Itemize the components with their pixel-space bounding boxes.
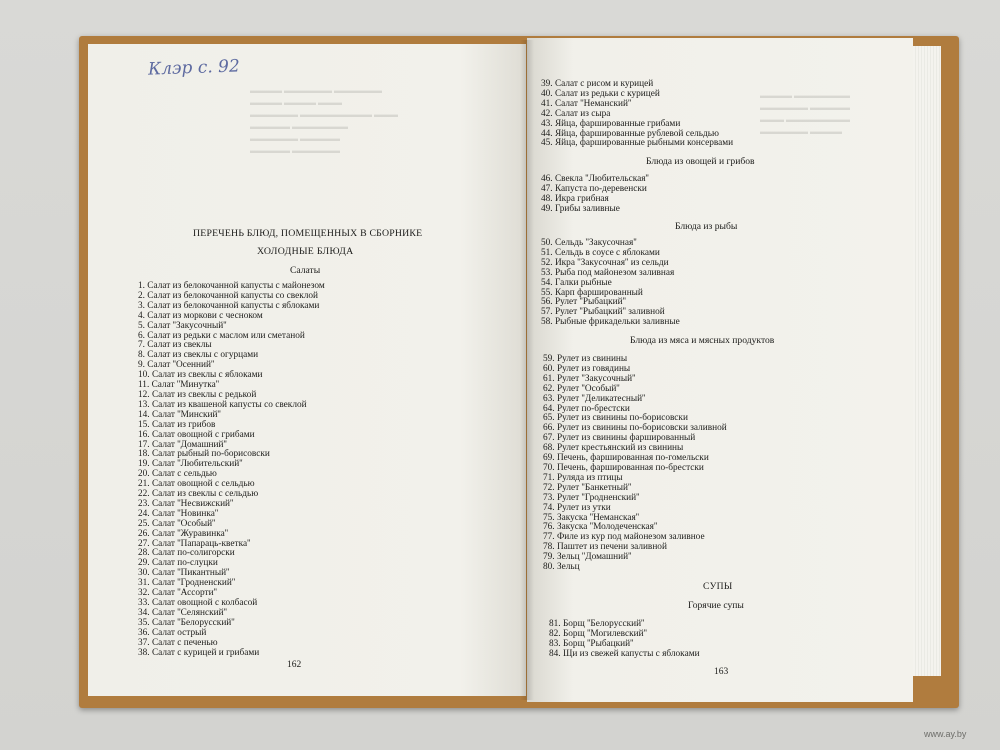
list-item: 43. Яйца, фаршированные грибами: [541, 118, 681, 129]
page-number: 163: [714, 667, 729, 677]
handwritten-note: Клэр с. 92: [147, 56, 241, 80]
list-item: 78. Паштет из печени заливной: [543, 542, 667, 553]
list-item: 13. Салат из квашеной капусты со свеклой: [138, 399, 307, 410]
list-item: 81. Борщ ''Белорусский'': [549, 619, 645, 629]
list-item: 34. Салат ''Селянский'': [138, 607, 227, 618]
list-item: 57. Рулет ''Рыбацкий'' заливной: [541, 307, 665, 318]
list-item: 2. Салат из белокочанной капусты со свеклой: [138, 290, 318, 301]
list-item: 30. Салат ''Пикантный'': [138, 568, 230, 579]
list-item: 65. Рулет из свинины по-борисовски: [543, 413, 688, 424]
list-item: 44. Яйца, фаршированные рублевой сельдью: [541, 128, 719, 139]
list-item: 14. Салат ''Минский'': [138, 409, 221, 420]
vegetable-dishes-list: [541, 175, 649, 215]
list-item: 1. Салат из белокочанной капусты с майонезом: [138, 281, 325, 291]
list-item: 62. Рулет ''Особый'': [543, 383, 620, 394]
list-item: 32. Салат ''Ассорти'': [138, 588, 217, 599]
watermark: www.ay.by: [924, 729, 967, 739]
list-item: 29. Салат по-слуцки: [138, 558, 218, 569]
list-item: 49. Грибы заливные: [541, 203, 620, 214]
list-item: 7. Салат из свеклы: [138, 340, 212, 351]
list-item: 6. Салат из редьки с маслом или сметаной: [138, 330, 305, 341]
list-item: 72. Рулет ''Банкетный'': [543, 482, 632, 493]
list-item: 67. Рулет из свинины фаршированный: [543, 433, 696, 444]
list-item: 55. Карп фаршированный: [541, 287, 643, 298]
list-item: 77. Филе из кур под майонезом заливное: [543, 532, 705, 543]
salad-list: [138, 282, 325, 658]
list-item: 69. Печень, фаршированная по-гомельски: [543, 453, 709, 464]
page-number: 162: [287, 660, 302, 670]
list-item: 28. Салат по-солигорски: [138, 548, 235, 559]
subsection-heading: Салаты: [290, 265, 321, 276]
list-item: 17. Салат ''Домашний'': [138, 439, 227, 450]
list-item: 61. Рулет ''Закусочный'': [543, 373, 636, 384]
list-item: 35. Салат ''Белорусский'': [138, 617, 235, 628]
list-item: 80. Зельц: [543, 562, 580, 573]
list-item: 3. Салат из белокочанной капусты с яблоками: [138, 300, 320, 311]
list-item: 23. Салат ''Несвижский'': [138, 498, 234, 509]
list-item: 82. Борщ ''Могилевский'': [549, 628, 647, 639]
show-through-text: ▬▬▬▬ ▬▬▬▬▬▬▬ ▬▬▬▬▬▬ ▬▬▬▬▬ ▬▬▬ ▬▬▬▬▬▬▬▬ ▬▬▬▬▬▬ ▬▬▬▬: [760, 91, 850, 136]
list-item: 70. Печень, фаршированная по-брестски: [543, 462, 704, 473]
list-item: 53. Рыба под майонезом заливная: [541, 267, 675, 278]
list-item: 56. Рулет ''Рыбацкий'': [541, 297, 626, 308]
salad-list-continued: [541, 80, 733, 149]
section-heading: Блюда из рыбы: [675, 221, 738, 232]
list-item: 26. Салат ''Журавинка'': [138, 528, 229, 539]
contents-title: ПЕРЕЧЕНЬ БЛЮД, ПОМЕЩЕННЫХ В СБОРНИКЕ: [193, 228, 423, 239]
list-item: 36. Салат острый: [138, 627, 207, 638]
list-item: 52. Икра ''Закусочная'' из сельди: [541, 257, 669, 268]
list-item: 24. Салат ''Новинка'': [138, 508, 219, 519]
list-item: 5. Салат ''Закусочный'': [138, 320, 227, 331]
list-item: 8. Салат из свеклы с огурцами: [138, 350, 259, 361]
section-heading: Блюда из мяса и мясных продуктов: [630, 335, 775, 346]
list-item: 75. Закуска ''Неманская'': [543, 512, 640, 523]
list-item: 59. Рулет из свинины: [543, 354, 628, 364]
list-item: 83. Борщ ''Рыбацкий'': [549, 638, 634, 649]
list-item: 20. Салат с сельдью: [138, 469, 217, 480]
list-item: 48. Икра грибная: [541, 193, 609, 204]
list-item: 9. Салат ''Осенний'': [138, 360, 215, 371]
book-gutter: [520, 40, 534, 700]
list-item: 64. Рулет по-брестски: [543, 403, 630, 414]
list-item: 18. Салат рыбный по-борисовски: [138, 449, 270, 460]
list-item: 41. Салат ''Неманский'': [541, 98, 632, 109]
list-item: 79. Зельц ''Домашний'': [543, 552, 632, 563]
list-item: 11. Салат ''Минутка'': [138, 380, 220, 391]
list-item: 66. Рулет из свинины по-борисовски заливной: [543, 423, 727, 434]
list-item: 60. Рулет из говядины: [543, 363, 631, 374]
list-item: 25. Салат ''Особый'': [138, 518, 216, 529]
list-item: 16. Салат овощной с грибами: [138, 429, 255, 440]
list-item: 27. Салат ''Папараць-кветка'': [138, 538, 251, 549]
list-item: 21. Салат овощной с сельдью: [138, 479, 255, 490]
list-item: 84. Щи из свежей капусты с яблоками: [549, 648, 700, 659]
list-item: 63. Рулет ''Деликатесный'': [543, 393, 646, 404]
list-item: 47. Капуста по-деревенски: [541, 183, 647, 194]
subsection-heading: Горячие супы: [688, 600, 744, 611]
list-item: 4. Салат из моркови с чесноком: [138, 310, 263, 321]
list-item: 71. Руляда из птицы: [543, 472, 623, 483]
list-item: 10. Салат из свеклы с яблоками: [138, 370, 263, 381]
list-item: 58. Рыбные фрикадельки заливные: [541, 317, 680, 328]
meat-dishes-list: [543, 355, 727, 573]
soup-list: [549, 620, 700, 660]
list-item: 68. Рулет крестьянский из свинины: [543, 443, 684, 454]
list-item: 38. Салат с курицей и грибами: [138, 647, 260, 658]
list-item: 46. Свекла ''Любительская'': [541, 174, 649, 184]
list-item: 45. Яйца, фаршированные рыбными консервами: [541, 138, 734, 149]
list-item: 50. Сельдь ''Закусочная'': [541, 238, 637, 248]
list-item: 22. Салат из свеклы с сельдью: [138, 489, 259, 500]
list-item: 37. Салат с печенью: [138, 637, 218, 648]
list-item: 33. Салат овощной с колбасой: [138, 598, 258, 608]
section-heading: СУПЫ: [703, 581, 733, 592]
list-item: 42. Салат из сыра: [541, 108, 611, 119]
list-item: 12. Салат из свеклы с редькой: [138, 389, 257, 400]
page-edges: [913, 46, 941, 676]
list-item: 15. Салат из грибов: [138, 419, 216, 430]
list-item: 54. Галки рыбные: [541, 277, 612, 288]
list-item: 76. Закуска ''Молодеченская'': [543, 522, 658, 533]
list-item: 40. Салат из редьки с курицей: [541, 88, 660, 99]
list-item: 73. Рулет ''Гродненский'': [543, 492, 640, 503]
list-item: 51. Сельдь в соусе с яблоками: [541, 247, 660, 258]
section-heading: Блюда из овощей и грибов: [646, 156, 755, 167]
list-item: 74. Рулет из утки: [543, 502, 611, 513]
section-heading: ХОЛОДНЫЕ БЛЮДА: [257, 246, 354, 257]
fish-dishes-list: [541, 239, 680, 328]
show-through-text: ▬▬▬▬ ▬▬▬▬▬▬ ▬▬▬▬▬▬ ▬▬▬▬ ▬▬▬▬ ▬▬▬ ▬▬▬▬▬▬ ▬▬▬▬▬▬▬▬▬ ▬▬▬ ▬▬▬▬▬ ▬▬▬▬▬▬▬ ▬▬▬▬▬▬ ▬▬▬▬▬ ▬▬▬▬▬ ▬▬▬▬▬▬: [250, 86, 398, 155]
list-item: 19. Салат ''Любительский'': [138, 459, 243, 470]
list-item: 39. Салат с рисом и курицей: [541, 79, 654, 89]
list-item: 31. Салат ''Гродненский'': [138, 578, 236, 589]
